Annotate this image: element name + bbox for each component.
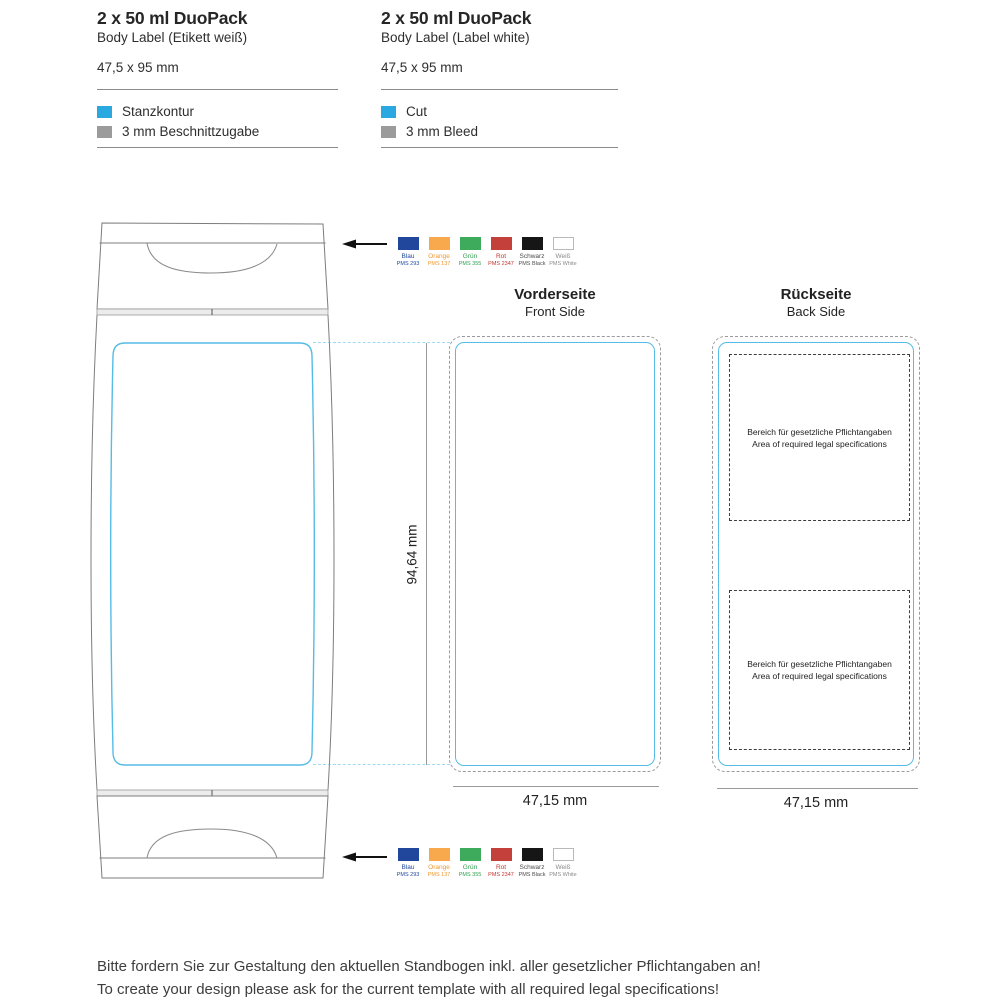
- height-dimension-line: [426, 343, 427, 765]
- swatch-pms: PMS White: [549, 872, 577, 878]
- legend-label: Stanzkontur: [122, 104, 195, 119]
- header-german: [97, 8, 338, 158]
- footer-note-en: To create your design please ask for the current template with all required legal specifications!: [97, 980, 719, 998]
- swatch-name: Weiß: [555, 253, 571, 260]
- front-side-title: [449, 286, 661, 320]
- color-swatch-weiss: [548, 848, 578, 878]
- height-dimension-label: 94,64 mm: [404, 524, 420, 585]
- bottle-outline-drawing: [83, 215, 345, 887]
- back-width-dimension-label: 47,15 mm: [783, 795, 849, 811]
- swatch-name: Grün: [462, 864, 478, 871]
- swatch-pms: PMS 2347: [488, 261, 514, 267]
- legend-label: 3 mm Bleed: [406, 124, 479, 139]
- color-swatch: [491, 237, 512, 250]
- product-subtitle-de: Body Label (Etikett weiß): [97, 30, 248, 45]
- legend-item-cut-de: [97, 104, 194, 119]
- header-english: [381, 8, 618, 158]
- legal-area-upper: [729, 354, 910, 521]
- print-color-row-bottom: [393, 848, 578, 878]
- back-label-bleed-outline: [712, 336, 920, 772]
- color-swatch-gruen: [455, 848, 485, 878]
- swatch-pms: PMS 2347: [488, 872, 514, 878]
- label-cut-contour-on-bottle: [111, 343, 315, 765]
- divider-line: [381, 147, 618, 148]
- swatch-name: Weiß: [555, 864, 571, 871]
- cut-extension-line-top: [313, 342, 450, 343]
- arrow-icon: [341, 238, 389, 250]
- color-swatch: [460, 848, 481, 861]
- back-width-dimension-line: [717, 788, 918, 789]
- print-color-row-top: [393, 237, 578, 267]
- bottle-bottom-cap: [97, 796, 328, 878]
- color-swatch-rot: [486, 237, 516, 267]
- footer-note-de: Bitte fordern Sie zur Gestaltung den aktuellen Standbogen inkl. aller gesetzlicher Pflichtangaben an!: [97, 958, 761, 975]
- color-swatch-blau: [393, 237, 423, 267]
- swatch-name: Orange: [428, 864, 450, 871]
- label-dimensions-de: 47,5 x 95 mm: [97, 60, 179, 75]
- color-swatch: [553, 848, 574, 861]
- product-title-de: 2 x 50 ml DuoPack: [97, 8, 248, 28]
- bleed-color-swatch: [97, 126, 112, 138]
- legal-text-de: Bereich für gesetzliche Pflichtangaben: [747, 426, 892, 437]
- front-label-cut-outline: [455, 342, 655, 766]
- legend-label: 3 mm Beschnittzugabe: [122, 124, 260, 139]
- color-swatch: [398, 237, 419, 250]
- legend-item-bleed-de: [97, 124, 259, 139]
- swatch-name: Rot: [495, 253, 507, 260]
- front-width-dimension-line: [453, 786, 659, 787]
- swatch-name: Blau: [401, 864, 415, 871]
- legal-text-en: Area of required legal specifications: [752, 671, 887, 681]
- swatch-pms: PMS White: [549, 261, 577, 267]
- footer-note: [97, 956, 761, 1000]
- color-swatch: [522, 237, 543, 250]
- color-swatch-schwarz: [517, 848, 547, 878]
- swatch-name: Blau: [401, 253, 415, 260]
- legend-label: Cut: [406, 104, 428, 119]
- legal-area-lower: [729, 590, 910, 750]
- swatch-pms: PMS 293: [396, 872, 420, 878]
- back-title-de: Rückseite: [780, 286, 852, 303]
- divider-line: [97, 89, 338, 90]
- swatch-name: Grün: [462, 253, 478, 260]
- swatch-name: Orange: [428, 253, 450, 260]
- legal-text-en: Area of required legal specifications: [752, 438, 887, 449]
- color-swatch: [460, 237, 481, 250]
- legend-item-cut-en: [381, 104, 427, 119]
- color-swatch-gruen: [455, 237, 485, 267]
- bottom-cap-thumb-recess: [147, 829, 277, 858]
- bleed-color-swatch: [381, 126, 396, 138]
- swatch-name: Schwarz: [519, 864, 545, 871]
- color-swatch-orange: [424, 237, 454, 267]
- front-label-bleed-outline: [449, 336, 661, 772]
- cut-color-swatch: [97, 106, 112, 118]
- swatch-pms: PMS 137: [427, 261, 451, 267]
- color-swatch-blau: [393, 848, 423, 878]
- back-title-en: Back Side: [786, 304, 846, 319]
- product-title-en: 2 x 50 ml DuoPack: [381, 8, 532, 28]
- color-swatch-orange: [424, 848, 454, 878]
- back-side-title: [712, 286, 920, 320]
- cut-color-swatch: [381, 106, 396, 118]
- bottle-body-left-edge: [91, 315, 97, 790]
- swatch-pms: PMS Black: [518, 872, 546, 878]
- swatch-pms: PMS 293: [396, 261, 420, 267]
- legal-text-de: Bereich für gesetzliche Pflichtangaben: [747, 659, 892, 669]
- color-swatch: [522, 848, 543, 861]
- bottle-body-right-edge: [328, 315, 334, 790]
- swatch-pms: PMS 355: [458, 261, 482, 267]
- swatch-pms: PMS Black: [518, 261, 546, 267]
- color-swatch: [491, 848, 512, 861]
- product-subtitle-en: Body Label (Label white): [381, 30, 530, 45]
- arrow-icon: [341, 851, 389, 863]
- color-swatch-rot: [486, 848, 516, 878]
- bottle-top-cap: [97, 223, 328, 309]
- legend-item-bleed-en: [381, 124, 478, 139]
- swatch-pms: PMS 137: [427, 872, 451, 878]
- swatch-name: Rot: [495, 864, 507, 871]
- color-swatch: [429, 237, 450, 250]
- cap-thumb-recess: [147, 243, 277, 273]
- cut-extension-line-bottom: [313, 764, 450, 765]
- divider-line: [97, 147, 338, 148]
- color-swatch: [429, 848, 450, 861]
- front-width-dimension-label: 47,15 mm: [522, 793, 588, 809]
- swatch-pms: PMS 355: [458, 872, 482, 878]
- color-swatch-schwarz: [517, 237, 547, 267]
- color-swatch-weiss: [548, 237, 578, 267]
- front-title-en: Front Side: [525, 304, 585, 319]
- color-swatch: [553, 237, 574, 250]
- divider-line: [381, 89, 618, 90]
- color-swatch: [398, 848, 419, 861]
- label-dimensions-en: 47,5 x 95 mm: [381, 60, 463, 75]
- swatch-name: Schwarz: [519, 253, 545, 260]
- front-title-de: Vorderseite: [514, 286, 596, 303]
